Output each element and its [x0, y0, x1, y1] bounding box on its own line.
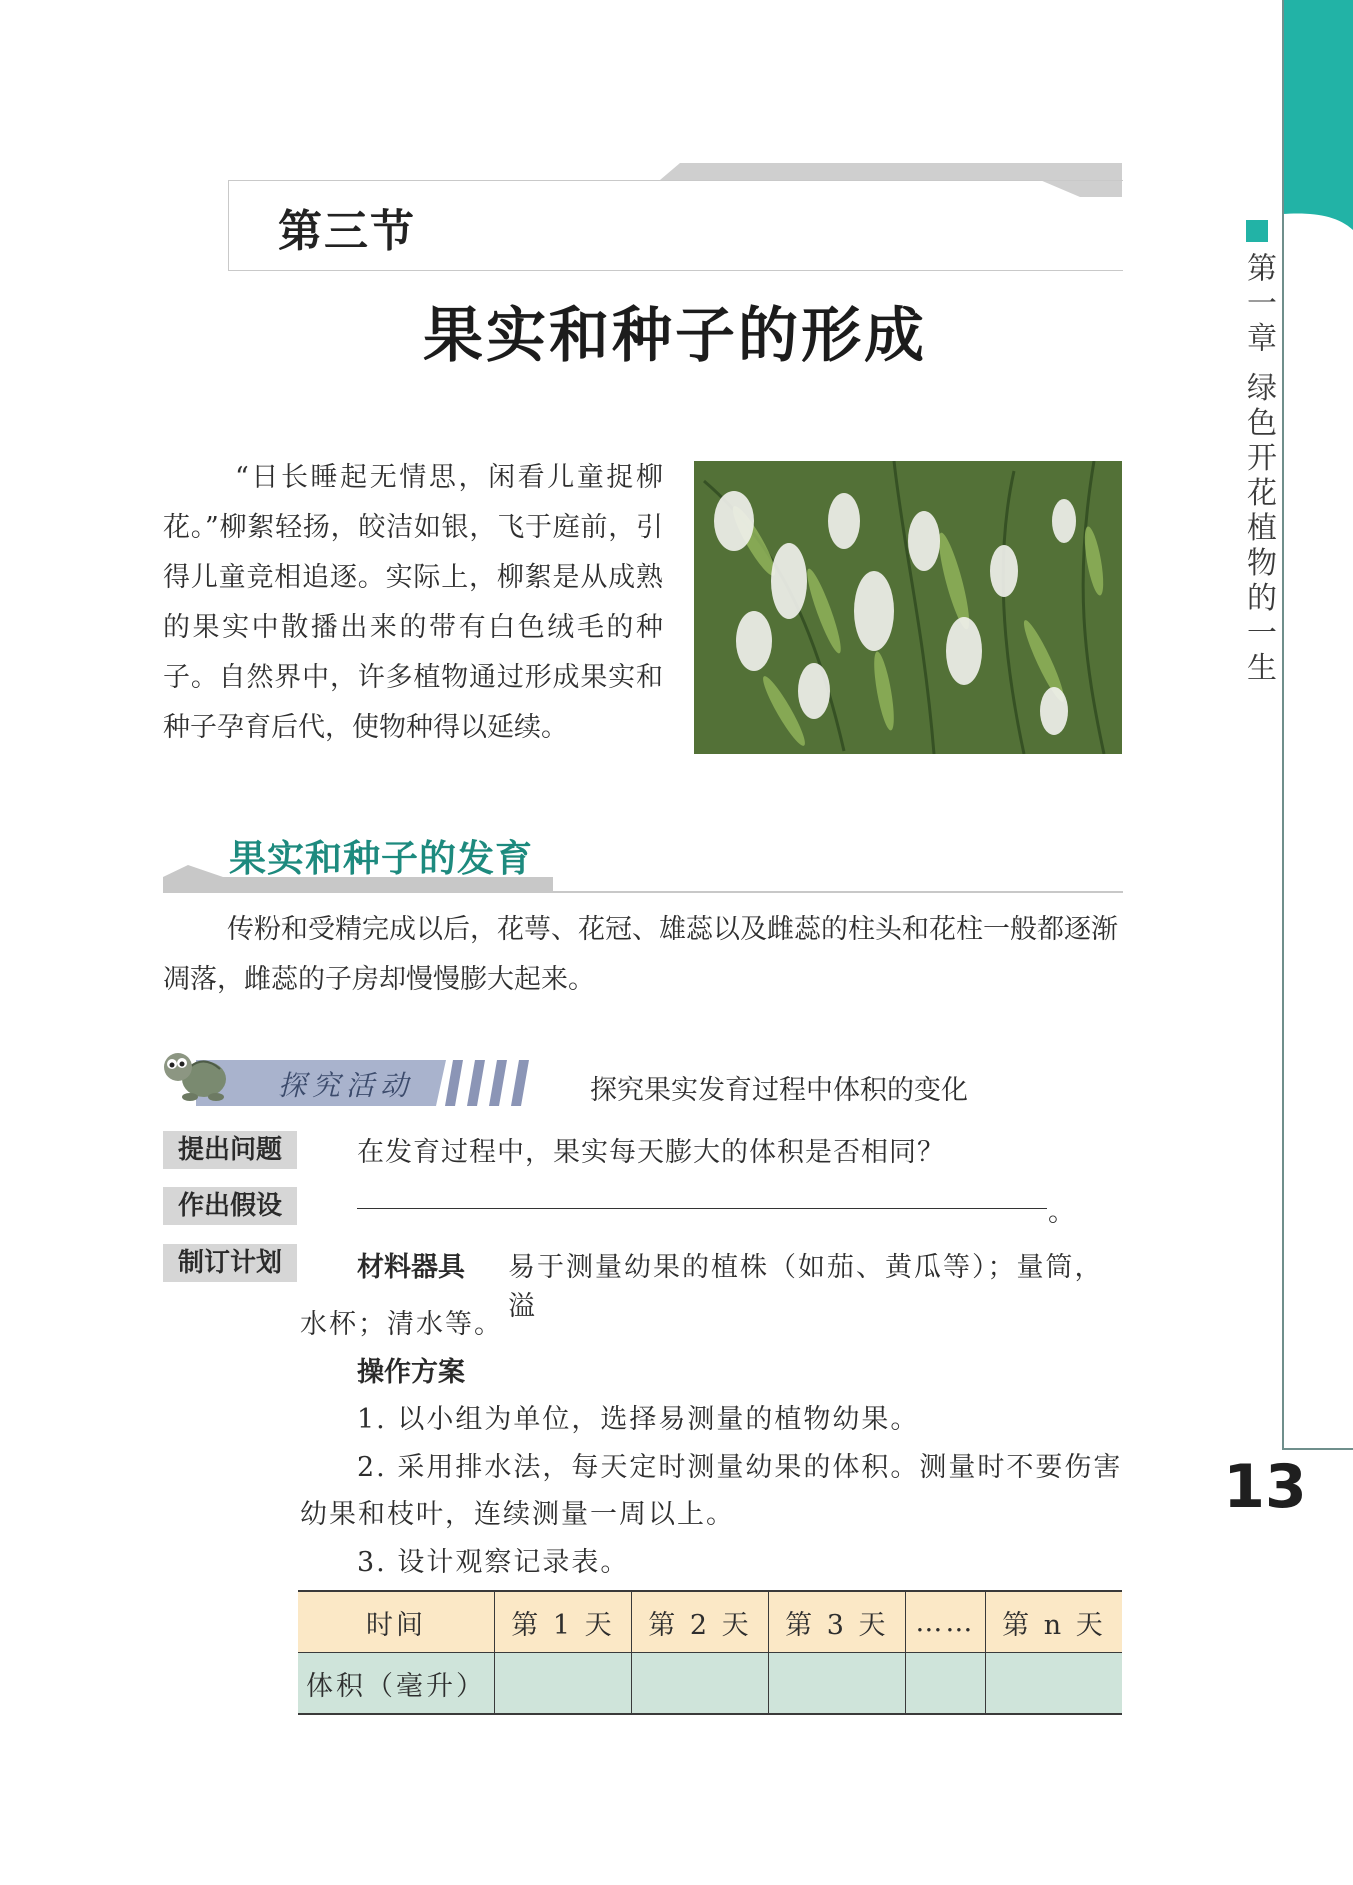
- table-cell[interactable]: [905, 1653, 985, 1715]
- chapter-side-tab: [1282, 0, 1353, 230]
- table-cell[interactable]: [631, 1653, 768, 1715]
- table-header-cell: 第 n 天: [985, 1591, 1122, 1653]
- activity-label: 探究活动: [278, 1069, 415, 1102]
- table-row-label: 体积（毫升）: [298, 1653, 495, 1715]
- page-number: 13: [1223, 1452, 1307, 1522]
- table-header-cell: ……: [905, 1591, 985, 1653]
- side-vertical-rule: [1282, 0, 1284, 1450]
- table-cell[interactable]: [985, 1653, 1122, 1715]
- method-step-2: 2. 采用排水法，每天定时测量幼果的体积。测量时不要伤害: [357, 1452, 1123, 1483]
- body-paragraph: [163, 905, 1123, 1005]
- method-step-3: 3. 设计观察记录表。: [357, 1547, 630, 1578]
- section-label: 第三节: [278, 206, 416, 257]
- table-header-cell: 第 1 天: [495, 1591, 632, 1653]
- lesson-title: 果实和种子的形成: [423, 301, 927, 371]
- table-cell[interactable]: [495, 1653, 632, 1715]
- table-row: [298, 1653, 1122, 1715]
- subsection-title: 果实和种子的发育: [229, 837, 533, 880]
- willow-catkin-photo: [694, 461, 1122, 754]
- step-hypothesis-label: 作出假设: [163, 1187, 297, 1225]
- step-ask-label: 提出问题: [163, 1131, 297, 1169]
- method-step-2-continued: 幼果和枝叶，连续测量一周以上。: [300, 1499, 735, 1530]
- activity-stripes-decor: [445, 1060, 535, 1106]
- table-header-cell: 时间: [298, 1591, 495, 1653]
- table-cell[interactable]: [768, 1653, 905, 1715]
- table-header-cell: 第 2 天: [631, 1591, 768, 1653]
- chapter-title: 第一章 绿色开花植物的一生: [1241, 252, 1276, 687]
- intro-paragraph-text: “日长睡起无情思，闲看儿童捉柳花。”柳絮轻扬，皎洁如银，飞于庭前，引得儿童竞相追逐。实际上，柳絮是从成熟的果实中散播出来的带有白色绒毛的种子。自然界中，许多植物通过形成果实和种子孕育后代，使物种得以延续。: [163, 462, 663, 743]
- materials-text-continued: 水杯；清水等。: [300, 1309, 503, 1340]
- hypothesis-blank-line[interactable]: [357, 1208, 1047, 1209]
- activity-topic: 探究果实发育过程中体积的变化: [590, 1075, 968, 1106]
- table-header-cell: 第 3 天: [768, 1591, 905, 1653]
- table-header-row: [298, 1591, 1122, 1653]
- materials-text: 易于测量幼果的植株（如茄、黄瓜等）；量筒，溢: [508, 1252, 1104, 1322]
- turtle-mascot-icon: [160, 1045, 230, 1103]
- method-title: 操作方案: [357, 1357, 465, 1388]
- page-number-rule: [1282, 1448, 1353, 1450]
- observation-record-table: [298, 1590, 1122, 1715]
- step-plan-label: 制订计划: [163, 1244, 297, 1282]
- ask-question-text: 在发育过程中，果实每天膨大的体积是否相同？: [357, 1137, 945, 1168]
- materials-title: 材料器具: [357, 1252, 465, 1283]
- method-step-1: 1. 以小组为单位，选择易测量的植物幼果。: [357, 1404, 920, 1435]
- intro-paragraph: [163, 453, 663, 753]
- body-paragraph-text: 传粉和受精完成以后，花萼、花冠、雄蕊以及雌蕊的柱头和花柱一般都逐渐凋落，雌蕊的子房却慢慢膨大起来。: [163, 914, 1118, 995]
- chapter-marker-square: [1246, 220, 1268, 242]
- hypothesis-period: 。: [1048, 1197, 1075, 1228]
